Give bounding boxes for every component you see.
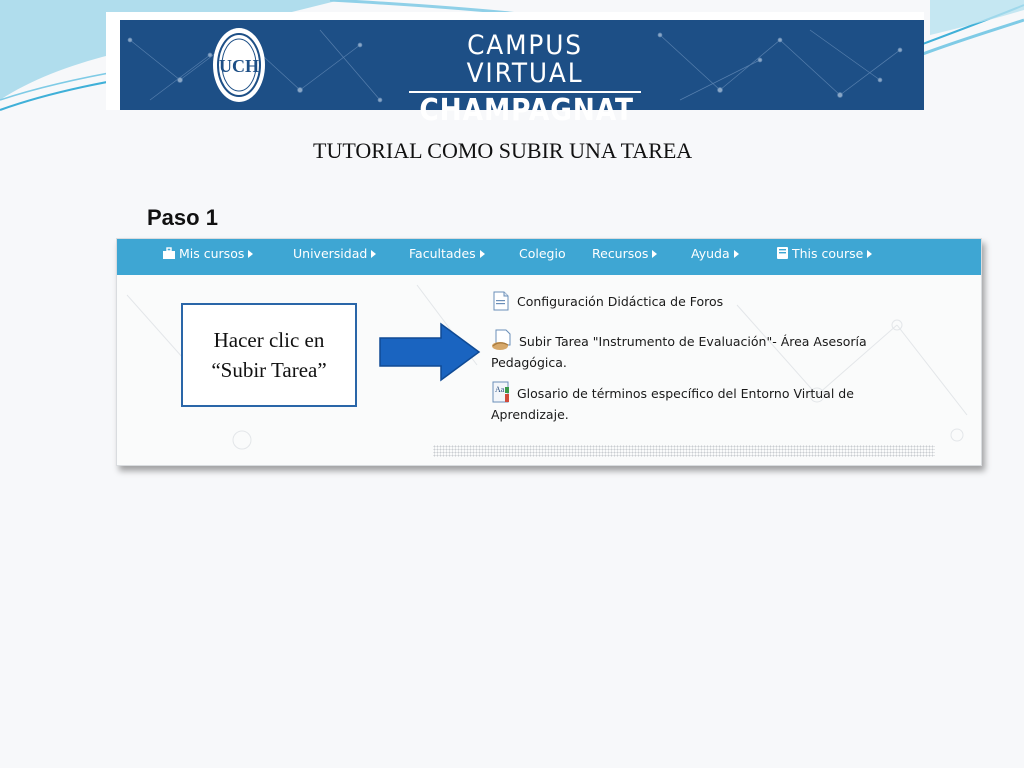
pointer-arrow <box>379 323 481 381</box>
nav-label: Mis cursos <box>179 246 245 261</box>
callout-line2: “Subir Tarea” <box>211 358 327 382</box>
activity-assignment[interactable] <box>491 329 911 373</box>
campus-brand <box>405 32 645 127</box>
book-icon <box>777 247 788 259</box>
instruction-callout <box>181 303 357 407</box>
briefcase-icon <box>163 248 175 259</box>
tutorial-title: TUTORIAL COMO SUBIR UNA TAREA <box>313 138 693 163</box>
nav-label: Colegio <box>519 246 566 261</box>
nav-label: Ayuda <box>691 246 730 261</box>
campus-banner <box>106 12 924 128</box>
caret-right-icon <box>652 250 657 258</box>
nav-label: Universidad <box>293 246 368 261</box>
activity-label: Glosario de términos específico del Entorno Virtual de Aprendizaje. <box>491 386 854 422</box>
nav-label: Facultades <box>409 246 476 261</box>
nav-colegio[interactable] <box>519 239 566 275</box>
svg-text:UCH: UCH <box>219 56 259 76</box>
caret-right-icon <box>371 250 376 258</box>
nav-this-course[interactable] <box>777 239 872 275</box>
activity-forum[interactable] <box>491 291 911 312</box>
callout-line1: Hacer clic en <box>213 328 325 352</box>
caret-right-icon <box>480 250 485 258</box>
caret-right-icon <box>248 250 253 258</box>
nav-recursos[interactable] <box>592 239 657 275</box>
glossary-icon <box>491 381 511 403</box>
university-seal-logo <box>212 26 266 104</box>
svg-text:Aa: Aa <box>495 385 505 394</box>
course-screenshot <box>116 238 982 466</box>
nav-ayuda[interactable] <box>691 239 739 275</box>
nav-universidad[interactable] <box>293 239 376 275</box>
divider-dotted <box>433 445 935 457</box>
forum-icon <box>491 291 511 311</box>
brand-line1: CAMPUS VIRTUAL <box>466 30 584 89</box>
caret-right-icon <box>867 250 872 258</box>
assignment-icon <box>491 329 513 351</box>
brand-line2: CHAMPAGNAT <box>419 93 634 128</box>
activity-label: Subir Tarea "Instrumento de Evaluación"- Área Asesoría Pedagógica. <box>491 334 867 370</box>
nav-label: Recursos <box>592 246 649 261</box>
nav-facultades[interactable] <box>409 239 485 275</box>
step-label: Paso 1 <box>147 205 218 230</box>
caret-right-icon <box>734 250 739 258</box>
nav-label: This course <box>792 246 864 261</box>
activity-label: Configuración Didáctica de Foros <box>517 294 724 309</box>
activity-glossary[interactable] <box>491 381 911 425</box>
course-navbar <box>117 239 981 275</box>
nav-mis-cursos[interactable] <box>163 239 253 275</box>
